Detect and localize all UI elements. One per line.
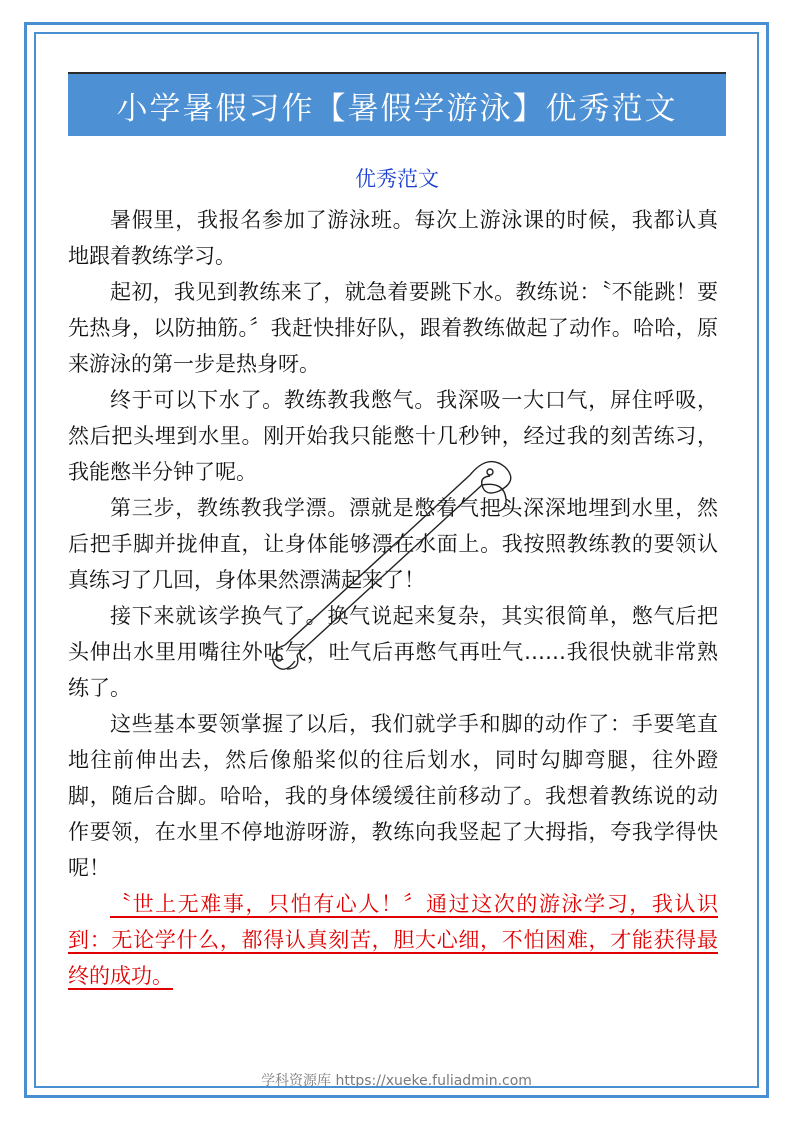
article-body: [68, 202, 718, 994]
page-title: 小学暑假习作【暑假学游泳】优秀范文: [116, 90, 678, 127]
paragraph-6: 这些基本要领掌握了以后，我们就学手和脚的动作了：手要笔直地往前伸出去，然后像船桨似的往后划水，同时勾脚弯腿，往外蹬脚，随后合脚。哈哈，我的身体缓缓往前移动了。我想着教练说的动作要领，在水里不停地游呀游，教练向我竖起了大拇指，夸我学得快呢！: [68, 712, 718, 880]
section-subtitle: 优秀范文: [355, 167, 439, 191]
paragraph-5: 接下来就该学换气了。换气说起来复杂，其实很简单，憋气后把头伸出水里用嘴往外吐气，吐气后再憋气再吐气……我很快就非常熟练了。: [68, 604, 718, 700]
conclusion-paragraph: [68, 886, 718, 994]
paragraph-2: 起初，我见到教练来了，就急着要跳下水。教练说：〝不能跳！要先热身，以防抽筋。〞我赶快排好队，跟着教练做起了动作。哈哈，原来游泳的第一步是热身呀。: [68, 280, 718, 376]
paragraph-1: 暑假里，我报名参加了游泳班。每次上游泳课的时候，我都认真地跟着教练学习。: [68, 208, 718, 268]
conclusion-text: 〝世上无难事，只怕有心人！〞通过这次的游泳学习，我认识到：无论学什么，都得认真刻苦，胆大心细，不怕困难，才能获得最终的成功。: [68, 892, 718, 988]
paragraph-3: 终于可以下水了。教练教我憋气。我深吸一大口气，屏住呼吸，然后把头埋到水里。刚开始我只能憋十几秒钟，经过我的刻苦练习，我能憋半分钟了呢。: [68, 388, 718, 484]
footer-source: 学科资源库 https://xueke.fuliadmin.com: [261, 1073, 532, 1089]
paragraph-4: 第三步，教练教我学漂。漂就是憋着气把头深深地埋到水里，然后把手脚并拢伸直，让身体能够漂在水面上。我按照教练教的要领认真练习了几回，身体果然漂满起来了！: [68, 496, 718, 592]
title-banner: [68, 72, 726, 136]
